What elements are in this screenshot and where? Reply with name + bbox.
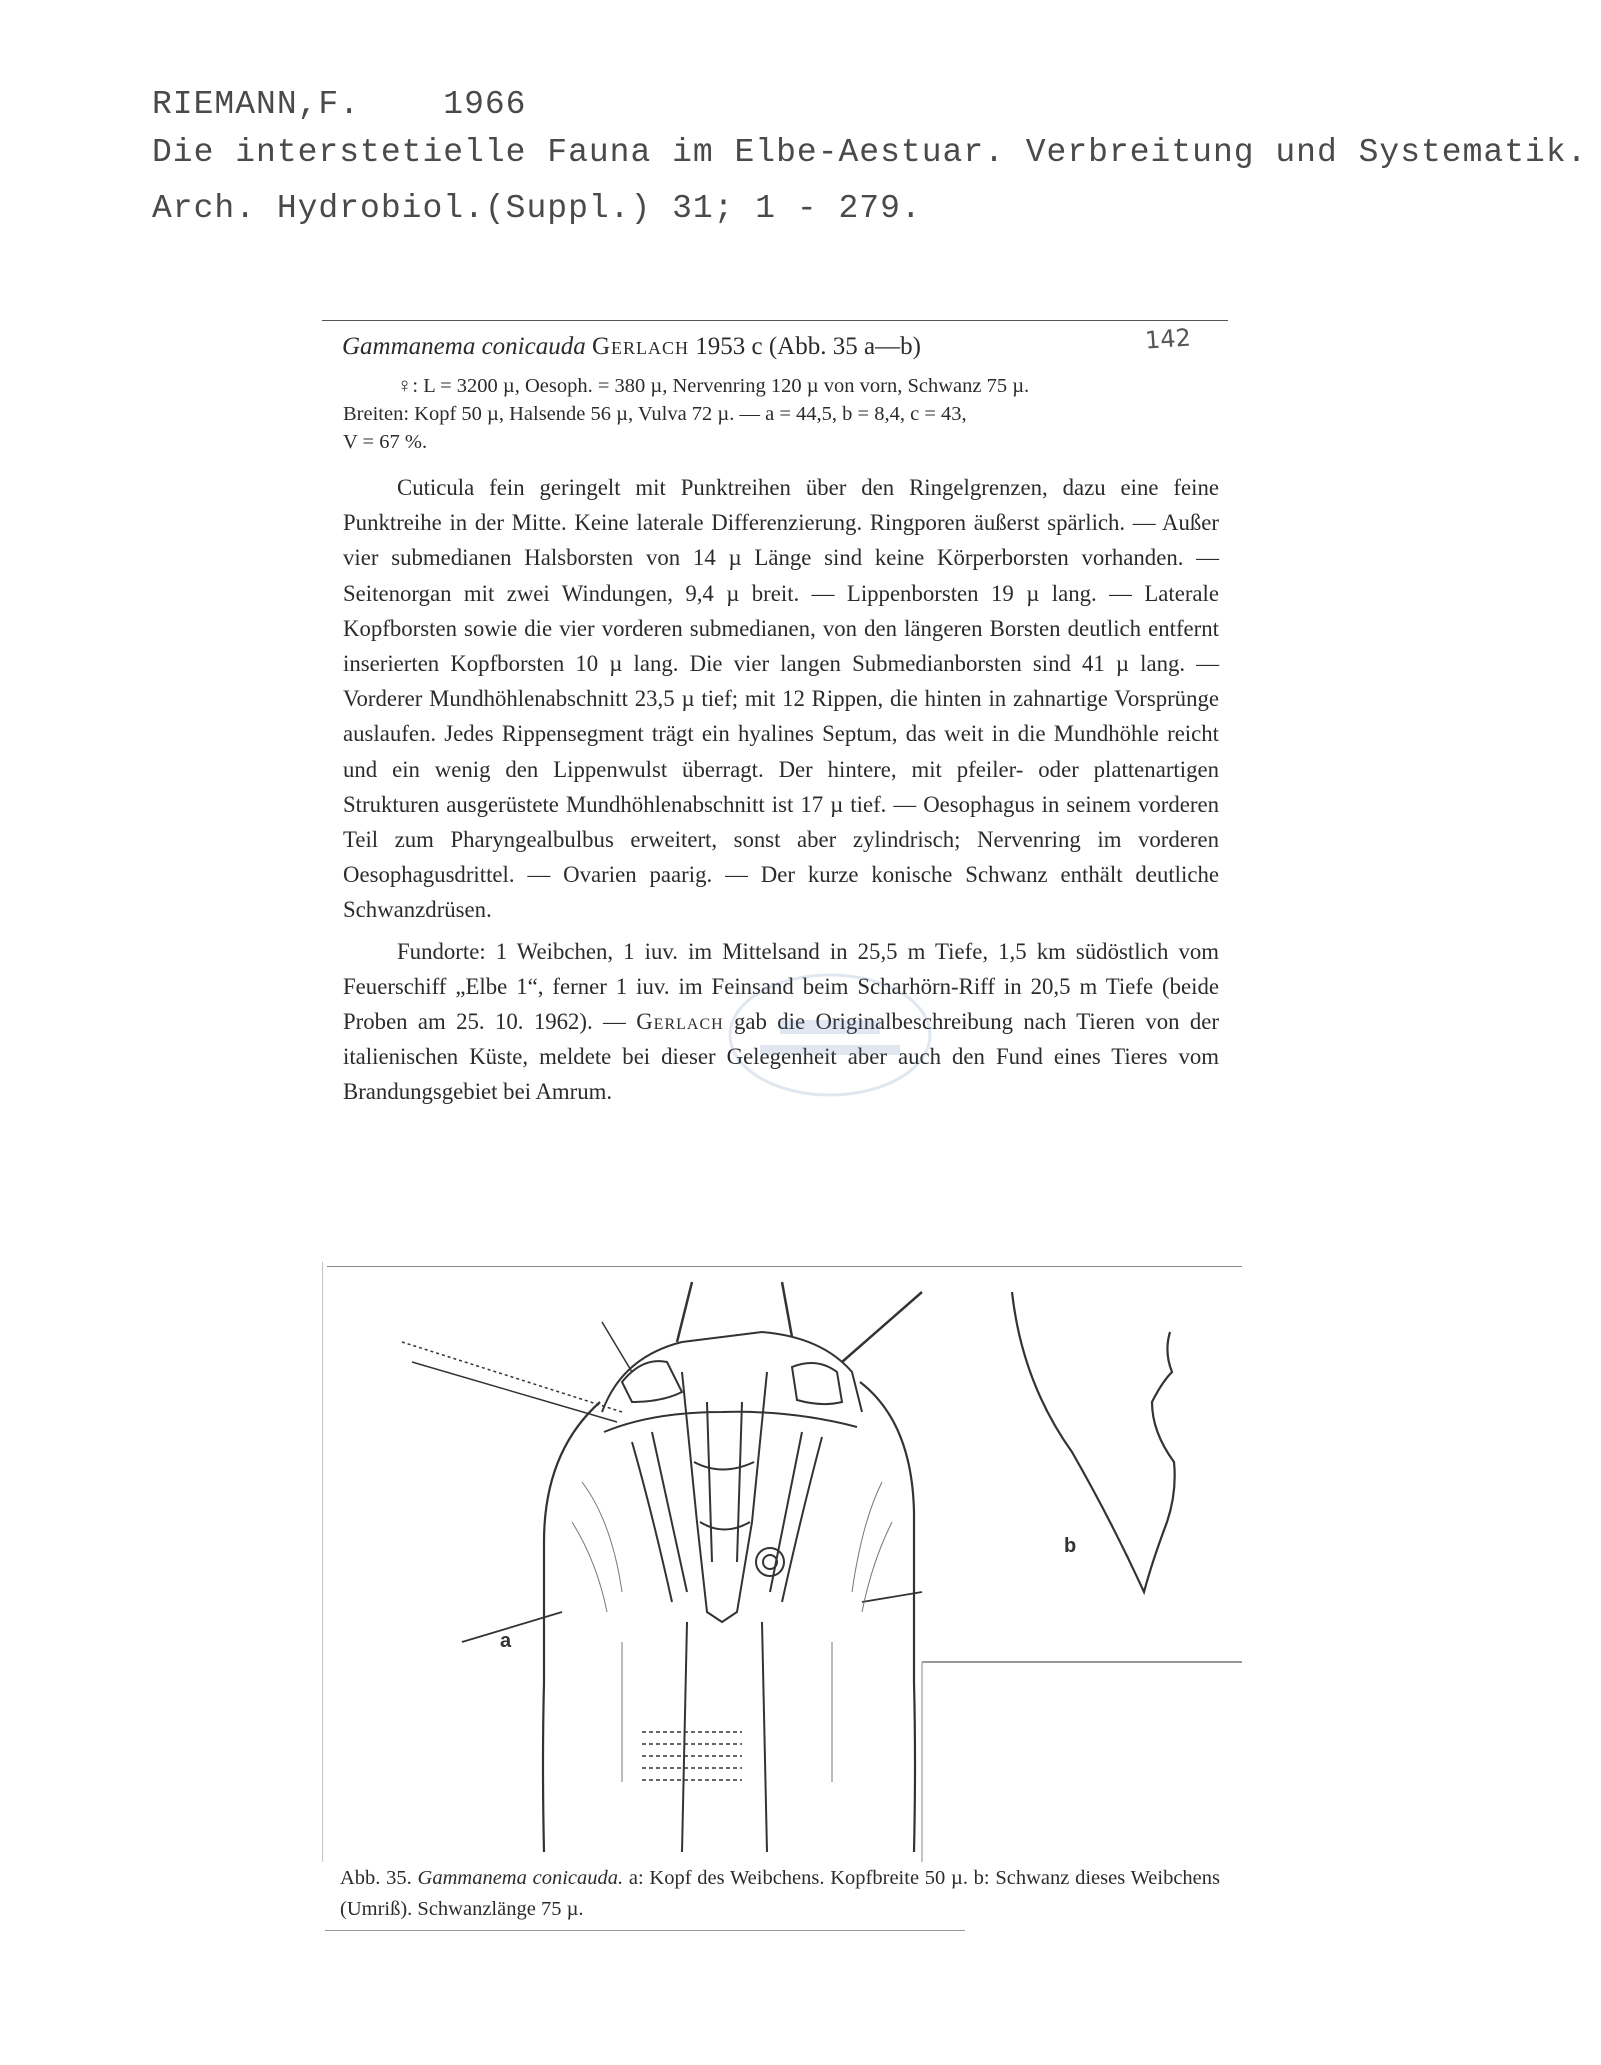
entry-heading (342, 333, 921, 361)
description-body (343, 470, 1219, 1110)
localities-author: Gerlach (636, 1009, 724, 1035)
caption-text: a: Kopf des Weibchens. Kopfbreite 50 µ. b: Schwanz dieses Weibchens (Umriß). Schwanzlänge 75 µ. (340, 1867, 1220, 1920)
reference-year: 1966 (443, 86, 527, 123)
caption-bottom-rule (325, 1930, 965, 1931)
localities-paragraph (343, 934, 1219, 1110)
figure-label-b: b (1064, 1535, 1077, 1557)
figure-label-a: a (500, 1630, 512, 1652)
measurement-line: ♀: L = 3200 µ, Oesoph. = 380 µ, Nervenring 120 µ von vorn, Schwanz 75 µ. (397, 375, 1030, 397)
species-name: Gammanema conicauda (342, 333, 586, 360)
figure-panel-b-tail-outline (1012, 1292, 1175, 1592)
caption-species: Gammanema conicauda. (417, 1867, 624, 1889)
localities-text-end: gab die Originalbeschreibung nach Tieren von der italienischen Küste, meldete bei dieser Gelegenheit aber auch den Fund eines Tieres vom Brandungsgebiet bei Amrum. (343, 1009, 1219, 1105)
caption-prefix: Abb. 35. (340, 1867, 412, 1889)
species-citation: 1953 c (Abb. 35 a—b) (695, 333, 921, 360)
localities-text: Fundorte: 1 Weibchen, 1 iuv. im Mittelsand in 25,5 m Tiefe, 1,5 km südöstlich vom Feuerschiff „Elbe 1“, ferner 1 iuv. im Feinsand beim Scharhörn-Riff in 20,5 m Tiefe (beide Proben am 25. 10. 1962). — (343, 938, 1219, 1035)
figure-panel-a-head-drawing (402, 1282, 922, 1852)
measurement-line: V = 67 %. (343, 431, 428, 453)
reference-author-line (152, 86, 526, 123)
figure-35 (322, 1262, 1242, 1862)
description-paragraph: Cuticula fein geringelt mit Punktreihen über den Ringelgrenzen, dazu eine feine Punktreihe in der Mitte. Keine laterale Differenzierung. Ringporen äußerst spärlich. — Außer vier submedianen Halsborsten von 14 µ Länge sind keine Körperborsten vorhanden. — Seitenorgan mit zwei Windungen, 9,4 µ breit. — Lippenborsten 19 µ lang. — Laterale Kopfborsten sowie die vier vorderen submedianen, von den längeren Borsten deutlich entfernt inserierten Kopfborsten 10 µ lang. Die vier langen Submedianborsten sind 41 µ lang. — Vorderer Mundhöhlenabschnitt 23,5 µ tief; mit 12 Rippen, die hinten in zahnartige Vorsprünge auslaufen. Jedes Rippensegment trägt ein hyalines Septum, das weit in die Mundhöhle reicht und ein wenig den Lippenwulst überragt. Der hintere, mit pfeiler- oder plattenartigen Strukturen ausgerüstete Mundhöhlenabschnitt ist 17 µ tief. — Oesophagus in seinem vorderen Teil zum Pharyngealbulbus erweitert, sonst aber zylindrisch; Nervenring im vorderen Oesophagusdrittel. — Ovarien paarig. — Der kurze konische Schwanz enthält deutliche Schwanzdrüsen. (343, 475, 1219, 923)
top-rule (322, 320, 1228, 321)
reference-journal: Arch. Hydrobiol.(Suppl.) 31; 1 - 279. (152, 190, 922, 227)
reference-author: RIEMANN,F. (152, 86, 361, 123)
measurements (343, 372, 1223, 456)
measurement-line: Breiten: Kopf 50 µ, Halsende 56 µ, Vulva 72 µ. — a = 44,5, b = 8,4, c = 43, (343, 403, 967, 425)
reference-title: Die interstetielle Fauna im Elbe-Aestuar. Verbreitung und Systematik. (152, 134, 1588, 171)
handwritten-page-number: 142 (1144, 323, 1192, 355)
figure-caption (340, 1863, 1220, 1925)
species-authority: Gerlach (591, 333, 690, 360)
